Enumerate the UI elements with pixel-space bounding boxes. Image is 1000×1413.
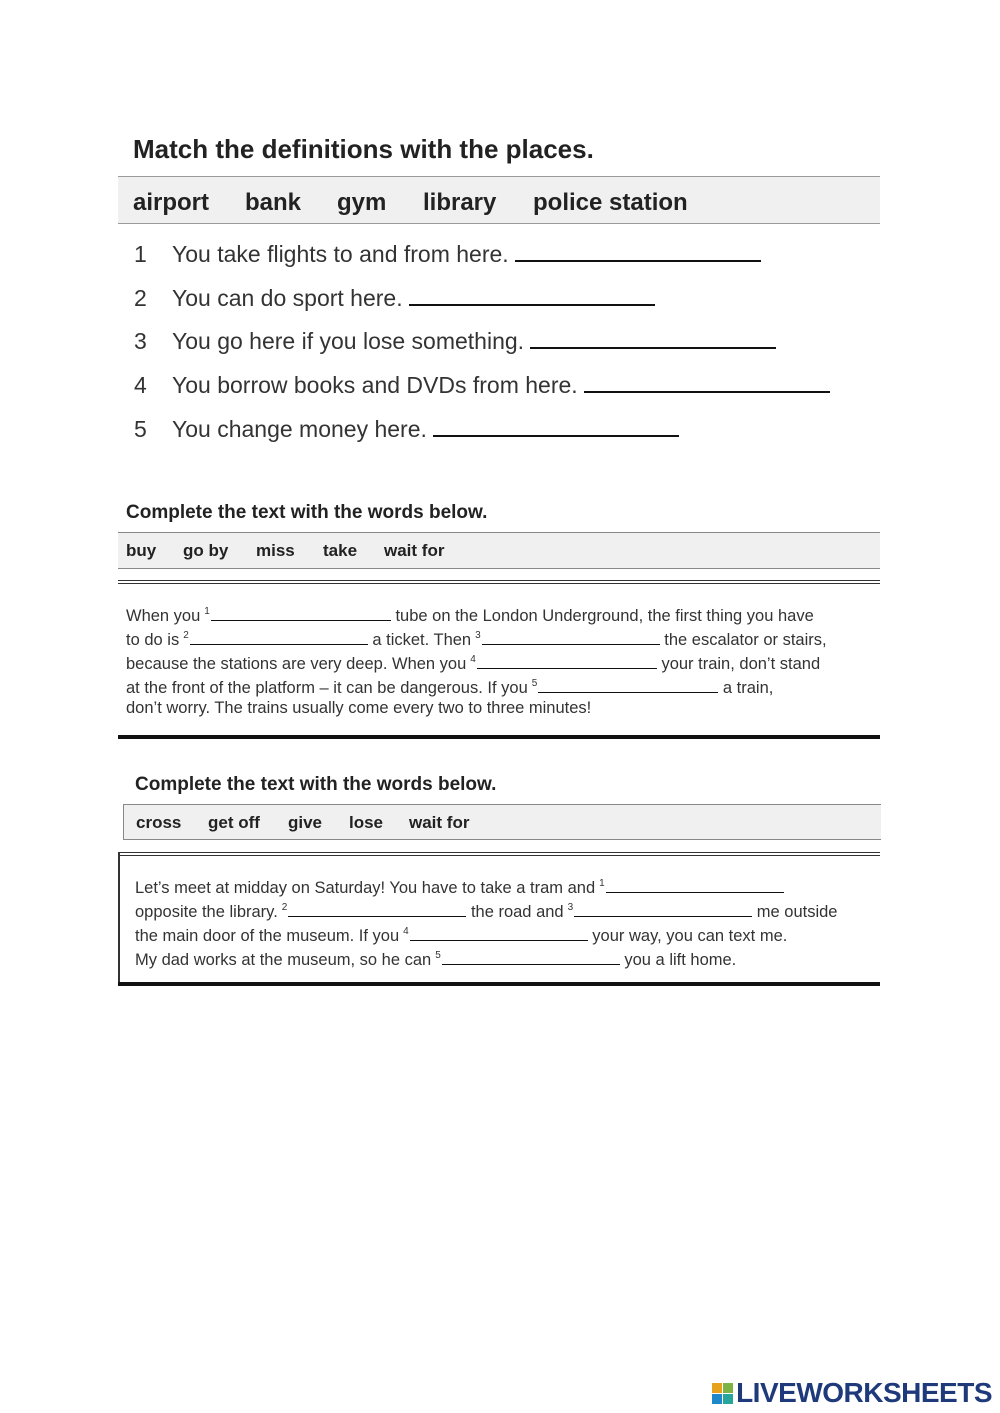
question-4: 4 You borrow books and DVDs from here. xyxy=(134,372,830,399)
question-4-text: You borrow books and DVDs from here. xyxy=(172,372,578,398)
question-2-text: You can do sport here. xyxy=(172,285,403,311)
section1-title: Match the definitions with the places. xyxy=(133,134,594,164)
word-lose: lose xyxy=(349,813,384,832)
answer-blank-4[interactable] xyxy=(584,390,830,393)
s2-line-1: When you $^1$ tube on the London Underground, the first thing you have xyxy=(126,606,814,625)
word-cross: cross xyxy=(136,813,182,832)
section2-top-rule xyxy=(118,580,880,584)
s3-line-4: My dad works at the museum, so he can $^5$ you a lift home. xyxy=(135,950,737,969)
s2-line-3: because the stations are very deep. When you $^4$ your train, don’t stand xyxy=(126,654,821,673)
word-police-station: police station xyxy=(533,189,688,216)
s3-blank-2[interactable] xyxy=(288,915,466,917)
word-wait-for: wait for xyxy=(384,541,445,560)
liveworksheets-brand: LIVEWORKSHEETS xyxy=(736,1377,992,1408)
question-5-text: You change money here. xyxy=(172,416,427,442)
word-take: take xyxy=(323,541,358,560)
question-5: 5 You change money here. xyxy=(134,416,679,443)
section3-word-box xyxy=(123,804,881,840)
question-3-text: You go here if you lose something. xyxy=(172,328,525,354)
s2-line-5: don’t worry. The trains usually come every two to three minutes! xyxy=(126,699,592,717)
word-miss: miss xyxy=(256,541,295,560)
word-wait-for-2: wait for xyxy=(409,813,470,832)
s2-blank-1[interactable] xyxy=(211,619,391,621)
section3-title: Complete the text with the words below. xyxy=(135,774,497,795)
answer-blank-5[interactable] xyxy=(433,434,679,437)
section3-left-rule xyxy=(118,852,120,984)
word-bank: bank xyxy=(245,189,302,216)
word-airport: airport xyxy=(133,189,210,216)
section3-top-rule xyxy=(118,852,880,856)
word-go-by: go by xyxy=(183,541,229,560)
section2-bottom-rule xyxy=(118,735,880,739)
s2-blank-4[interactable] xyxy=(477,667,657,669)
answer-blank-2[interactable] xyxy=(409,303,655,306)
section2-title: Complete the text with the words below. xyxy=(126,502,488,523)
s3-line-3: the main door of the museum. If you $^4$ your way, you can text me. xyxy=(135,926,788,945)
s2-blank-3[interactable] xyxy=(482,643,660,645)
question-2: 2 You can do sport here. xyxy=(134,285,655,312)
section2-word-box xyxy=(118,532,880,569)
s3-blank-3[interactable] xyxy=(574,915,752,917)
liveworksheets-logo-icon xyxy=(712,1383,733,1404)
word-get-off: get off xyxy=(208,813,260,832)
word-give: give xyxy=(288,813,323,832)
s3-line-1: Let’s meet at midday on Saturday! You have to take a tram and $^1$ xyxy=(135,872,784,900)
word-gym: gym xyxy=(337,189,387,216)
s2-line-2: to do is $^2$ a ticket. Then $^3$ the escalator or stairs, xyxy=(126,630,827,649)
answer-blank-3[interactable] xyxy=(530,346,776,349)
s3-blank-1[interactable] xyxy=(606,891,784,893)
section2-paragraph xyxy=(126,600,876,724)
s3-blank-5[interactable] xyxy=(442,963,620,965)
s2-blank-5[interactable] xyxy=(538,691,718,693)
liveworksheets-logo[interactable] xyxy=(712,1377,992,1409)
question-1: 1 You take flights to and from here. xyxy=(134,241,761,268)
s2-blank-2[interactable] xyxy=(190,643,368,645)
s2-line-4: at the front of the platform – it can be dangerous. If you $^5$ a train, xyxy=(126,678,774,697)
section3-paragraph xyxy=(135,872,875,972)
s3-line-2: opposite the library. $^2$ the road and $^3$ me outside xyxy=(135,902,838,921)
question-3: 3 You go here if you lose something. xyxy=(134,328,776,355)
word-buy: buy xyxy=(126,541,157,560)
section3-bottom-rule xyxy=(118,982,880,986)
question-1-text: You take flights to and from here. xyxy=(172,241,509,267)
s3-blank-4[interactable] xyxy=(410,939,588,941)
answer-blank-1[interactable] xyxy=(515,259,761,262)
section1-word-box xyxy=(118,176,880,224)
word-library: library xyxy=(423,189,497,216)
